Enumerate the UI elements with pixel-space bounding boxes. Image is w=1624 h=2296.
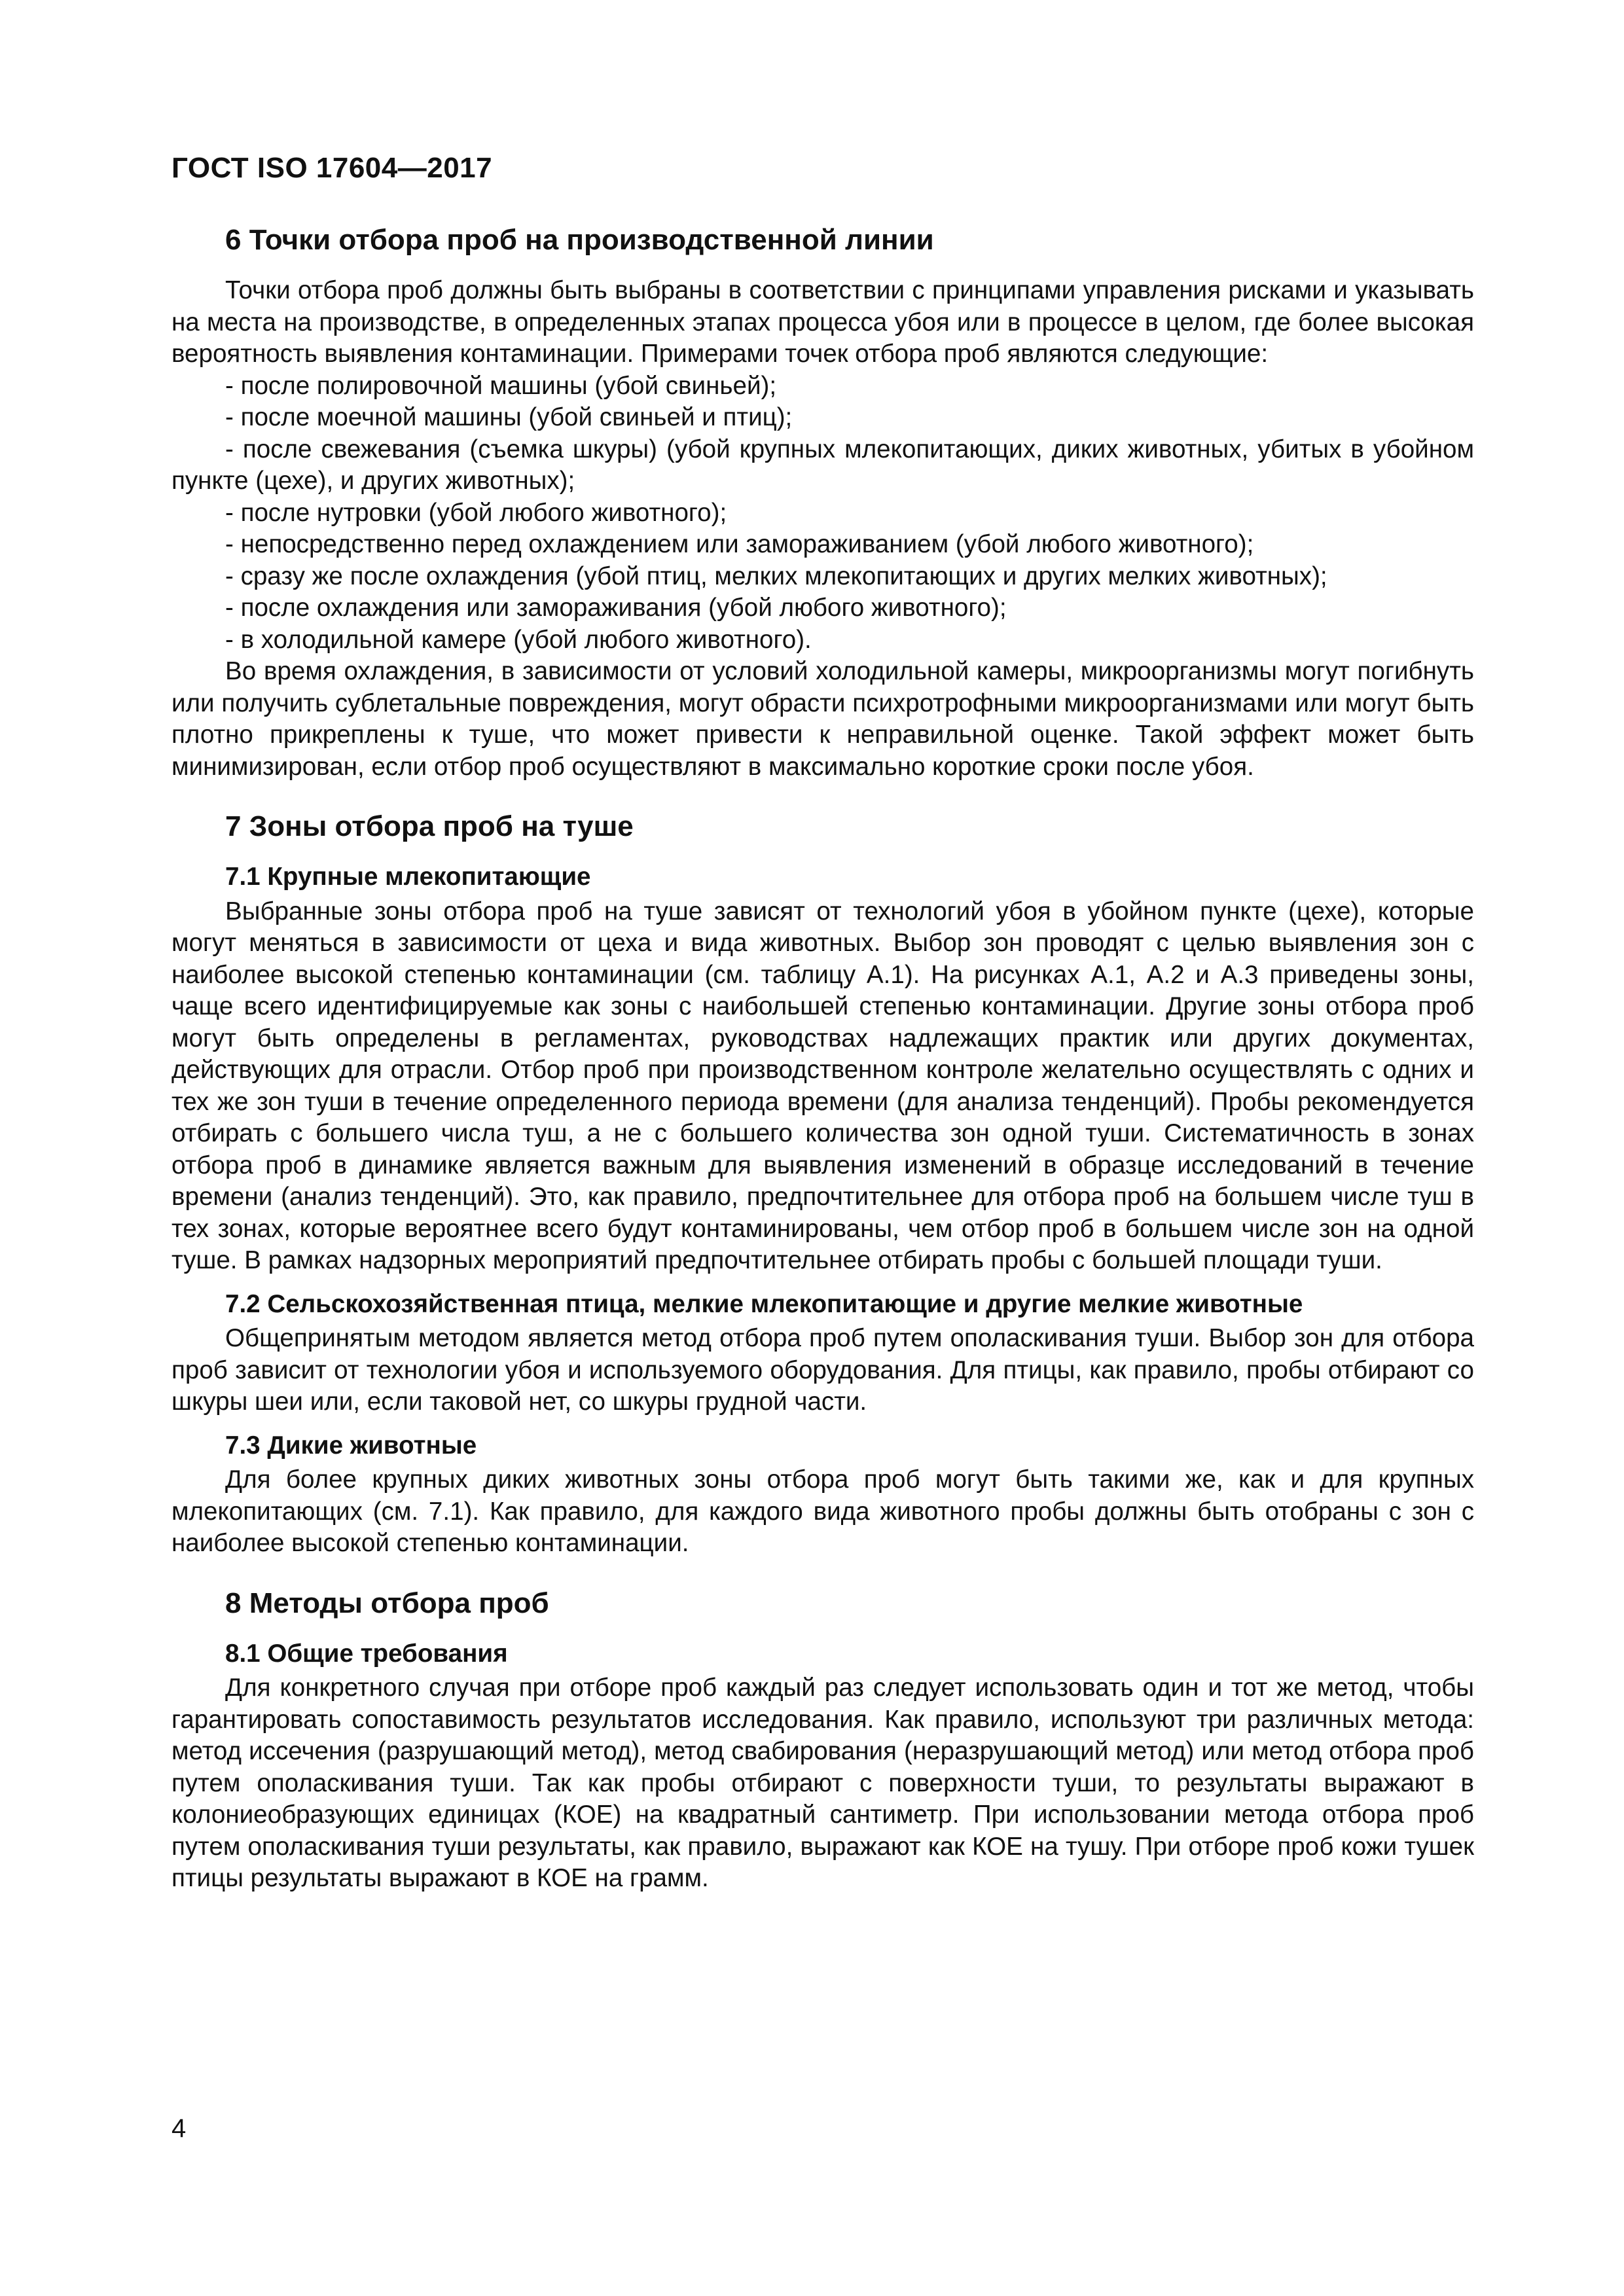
section-8-1-title: 8.1 Общие требования — [225, 1639, 508, 1668]
list-item: - после моечной машины (убой свиньей и птиц); — [225, 403, 793, 431]
section-7-1-text: Выбранные зоны отбора проб на туше зависят от технологий убоя в убойном пункте (цехе), которые могут меняться в зависимости от цеха и вида животных. Выбор зон проводят с целью выявления зон с наиболее высокой степенью контаминации (см. таблицу А.1). На рисунках А.1, А.2 и А.3 приведены зоны, чаще всего идентифицируемые как зоны с наибольшей степенью контаминации. Другие зоны отбора проб могут быть определены в регламентах, руководствах надлежащих практик или других документах, действующих для отрасли. Отбор проб при производственном контроле желательно осуществлять с одних и тех же зон туши в течение определенного периода времени (для анализа тенденций). Пробы рекомендуется отбирать с большего числа туш, а не с большего количества зон одной туши. Систематичность в зонах отбора проб в динамике является важным для выявления изменений в образце исследований в течение времени (анализ тенденций). Это, как правило, предпочтительнее для отбора проб на большем числе туш в тех зонах, которые вероятнее всего будут контаминированы, чем отбор проб в большем числе зон на одной туше. В рамках надзорных мероприятий предпочтительнее отбирать пробы с большей площади туши. — [171, 897, 1474, 1274]
section-7-2-text: Общепринятым методом является метод отбора проб путем ополаскивания туши. Выбор зон для отбора проб зависит от технологии убоя и используемого оборудования. Для птицы, как правило, пробы отбирают со шкуры шеи или, если таковой нет, со шкуры грудной части. — [171, 1324, 1474, 1416]
list-item: - непосредственно перед охлаждением или замораживанием (убой любого животного); — [225, 530, 1254, 558]
list-item: - в холодильной камере (убой любого животного). — [225, 625, 812, 654]
section-6-intro: Точки отбора проб должны быть выбраны в соответствии с принципами управления рисками и указывать на места на производстве, в определенных этапах процесса убоя или в процессе в целом, где более высокая вероятность выявления контаминации. Примерами точек отбора проб являются следующие: — [171, 276, 1474, 368]
list-item: - после свежевания (съемка шкуры) (убой крупных млекопитающих, диких животных, убитых в убойном пункте (цехе), и других животных); — [171, 435, 1474, 495]
section-7-2-title: 7.2 Сельскохозяйственная птица, мелкие млекопитающие и другие мелкие животные — [225, 1289, 1303, 1318]
section-8-title: 8 Методы отбора проб — [225, 1587, 549, 1619]
section-6-closing: Во время охлаждения, в зависимости от условий холодильной камеры, микроорганизмы могут погибнуть или получить сублетальные повреждения, могут обрасти психротрофными микроорганизмами или могут быть плотно прикреплены к туше, что может привести к неправильной оценке. Такой эффект может быть минимизирован, если отбор проб осуществляют в максимально короткие сроки после убоя. — [171, 657, 1474, 781]
section-7-title: 7 Зоны отбора проб на туше — [225, 810, 634, 842]
section-7-3-text: Для более крупных диких животных зоны отбора проб могут быть такими же, как и для крупных млекопитающих (см. 7.1). Как правило, для каждого вида животного пробы должны быть отобраны с зон с наиболее высокой степенью контаминации. — [171, 1465, 1474, 1557]
section-6-title: 6 Точки отбора проб на производственной линии — [225, 224, 934, 256]
page-number: 4 — [171, 2114, 187, 2143]
section-7-3-title: 7.3 Дикие животные — [225, 1431, 477, 1460]
list-item: - после охлаждения или замораживания (убой любого животного); — [225, 594, 1007, 622]
list-item: - после полировочной машины (убой свиньей); — [225, 371, 777, 400]
document-header: ГОСТ ISO 17604—2017 — [171, 152, 493, 184]
list-item: - после нутровки (убой любого животного); — [225, 498, 727, 527]
list-item: - сразу же после охлаждения (убой птиц, мелких млекопитающих и других мелких животных); — [225, 562, 1327, 590]
section-8-1-text: Для конкретного случая при отборе проб каждый раз следует использовать один и тот же метод, чтобы гарантировать сопоставимость результатов исследования. Как правило, используют три различных метода: метод иссечения (разрушающий метод), метод свабирования (неразрушающий метод) или метод отбора проб путем ополаскивания туши. Так как пробы отбирают с поверхности туши, то результаты выражают в колониеобразующих единицах (КОЕ) на квадратный сантиметр. При использовании метода отбора проб путем ополаскивания туши результаты, как правило, выражают как КОЕ на тушу. При отборе проб кожи тушек птицы результаты выражают в КОЕ на грамм. — [171, 1674, 1474, 1892]
page-content — [171, 223, 1474, 1895]
section-7-1-title: 7.1 Крупные млекопитающие — [225, 863, 591, 891]
